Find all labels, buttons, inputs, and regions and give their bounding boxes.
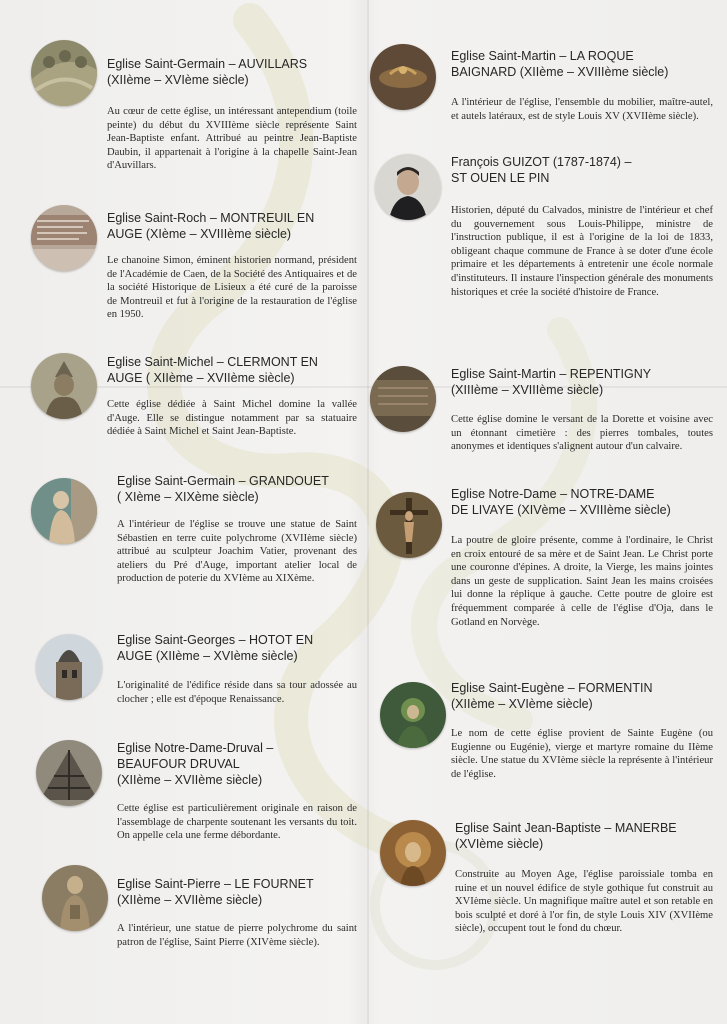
entry-title: Eglise Saint-Eugène – FORMENTIN (XIIème – XVIème siècle) — [451, 681, 653, 711]
entry-description: Cette église dédiée à Saint Michel domine la vallée d'Auge. Elle se distingue notamment par sa statuaire dédiée à Saint Michel et Saint Jean-Baptiste. — [107, 399, 357, 438]
saint-roch-montreuil-photo — [31, 205, 97, 271]
entry-title: Eglise Saint-Pierre – LE FOURNET (XIIème – XVIIème siècle) — [117, 877, 314, 907]
entry-title: Eglise Saint Jean-Baptiste – MANERBE (XVIème siècle) — [455, 821, 677, 851]
entry-description: Cette église domine le versant de la Dorette et voisine avec un étonnant cimetière : des pierres tombales, toutes anonymes et identiques s'alignent autour d'un calvaire. — [451, 414, 713, 453]
vertical-fold-line — [367, 0, 369, 1024]
saint-michel-clermont-photo — [31, 353, 97, 419]
entry-title: Eglise Saint-Germain – AUVILLARS (XIIème – XVIème siècle) — [107, 57, 308, 87]
saint-germain-auvillars-photo — [31, 40, 97, 106]
entry-title: Eglise Notre-Dame – NOTRE-DAME DE LIVAYE (XIVème – XVIIIème siècle) — [451, 487, 671, 517]
entry-description: L'originalité de l'édifice réside dans sa tour adossée au clocher ; elle est d'époque Renaissance. — [117, 680, 357, 705]
entry-description: Le chanoine Simon, éminent historien normand, président de l'Académie de Caen, de la Société des Antiquaires et de la société Historique de Lisieux a été curé de la paroisse de Montreuil et fut à l'origine de la restauration de l'église en 1950. — [107, 255, 357, 321]
entry-description: A l'intérieur de l'église se trouve une statue de Saint Sébastien en terre cuite polychrome (XVIIème siècle) attribué au sculpteur Joachim Vatier, provenant des ateliers du Pré d'Auge, important atelier local de production de poterie du XVIème au XIXème. — [117, 519, 357, 585]
entry-title: Eglise Saint-Roch – MONTREUIL EN AUGE (XIème – XVIIIème siècle) — [107, 211, 315, 241]
entry-title: François GUIZOT (1787-1874) – ST OUEN LE PIN — [451, 155, 632, 185]
notre-dame-druval-photo — [36, 740, 102, 806]
saint-jean-baptiste-manerbe-photo — [380, 820, 446, 886]
notre-dame-livaye-photo — [376, 492, 442, 558]
entry-description: A l'intérieur de l'église, l'ensemble du mobilier, maître-autel, et autels latéraux, est de style Louis XV (XVIIème siècle). — [451, 97, 713, 122]
saint-pierre-fournet-photo — [42, 865, 108, 931]
entry-description: Construite au Moyen Age, l'église paroissiale tomba en ruine et un nouvel édifice de style gothique fut construit au XVIème siècle. Un magnifique maître autel et son retable en bois sculpté et doré à l'or fin, de style Louis XIV (XVIIème siècle), occupent tout le fond du chœur. — [455, 869, 713, 935]
entry-title: Eglise Saint-Michel – CLERMONT EN AUGE ( XIIème – XVIIème siècle) — [107, 355, 318, 385]
entry-title: Eglise Saint-Martin – LA ROQUE BAIGNARD (XIIème – XVIIIème siècle) — [451, 49, 669, 79]
entry-title: Eglise Notre-Dame-Druval – BEAUFOUR DRUVAL (XIIème – XVIIème siècle) — [117, 741, 274, 787]
saint-martin-roque-photo — [370, 44, 436, 110]
entry-description: A l'intérieur, une statue de pierre polychrome du saint patron de l'église, Saint Pierre (XIVème siècle). — [117, 923, 357, 948]
saint-martin-repentigny-photo — [370, 366, 436, 432]
entry-description: La poutre de gloire présente, comme à l'ordinaire, le Christ en croix entouré de sa mère et de Saint Jean. Le Christ porte une couronne d'épines. A droite, la Vierge, les mains jointes dans un geste de supplication. Saint Jean les mains croisées lui donne la réplique à gauche. Cette poutre de gloire est fréquemment comparée à celle de l'église d'Oja, dans le Gotland en Norvège. — [451, 535, 713, 628]
entry-description: Historien, député du Calvados, ministre de l'intérieur et chef du gouvernement sous Louis-Philippe, ministre de l'instruction publique, il est à l'origine de la loi de 1833, obligeant chaque commune de France à se doter d'une école primaire et les départements à entretenir une école normale d'instituteurs. Il instaure l'inspection générale des monuments historiques et crée la société d'histoire de France. — [451, 205, 713, 298]
saint-eugene-formentin-photo — [380, 682, 446, 748]
entry-description: Cette église est particulièrement originale en raison de l'assemblage de charpente soutenant les versants du toit. On appelle cela une ferme débordante. — [117, 803, 357, 842]
entry-description: Le nom de cette église provient de Sainte Eugène (ou Eugienne ou Eugénie), vierge et martyre romaine du IIème siècle. Une statue du XVIème siècle la représente à l'intérieur de l'église. — [451, 728, 713, 780]
entry-title: Eglise Saint-Georges – HOTOT EN AUGE (XIIème – XVIème siècle) — [117, 633, 314, 663]
entry-title: Eglise Saint-Martin – REPENTIGNY (XIIIème – XVIIIème siècle) — [451, 367, 652, 397]
entry-description: Au cœur de cette église, un intéressant antependium (toile peinte) du début du XVIIIème siècle représente Saint Jean-Baptiste enfant. Attribué au peintre Jean-Baptiste Daubin, il appartenait à l'origine à la chapelle Saint-Jean d'Auvillars. — [107, 106, 357, 172]
saint-germain-grandouet-photo — [31, 478, 97, 544]
entry-title: Eglise Saint-Germain – GRANDOUET ( XIème – XIXème siècle) — [117, 474, 329, 504]
francois-guizot-portrait — [375, 154, 441, 220]
saint-georges-hotot-photo — [36, 634, 102, 700]
